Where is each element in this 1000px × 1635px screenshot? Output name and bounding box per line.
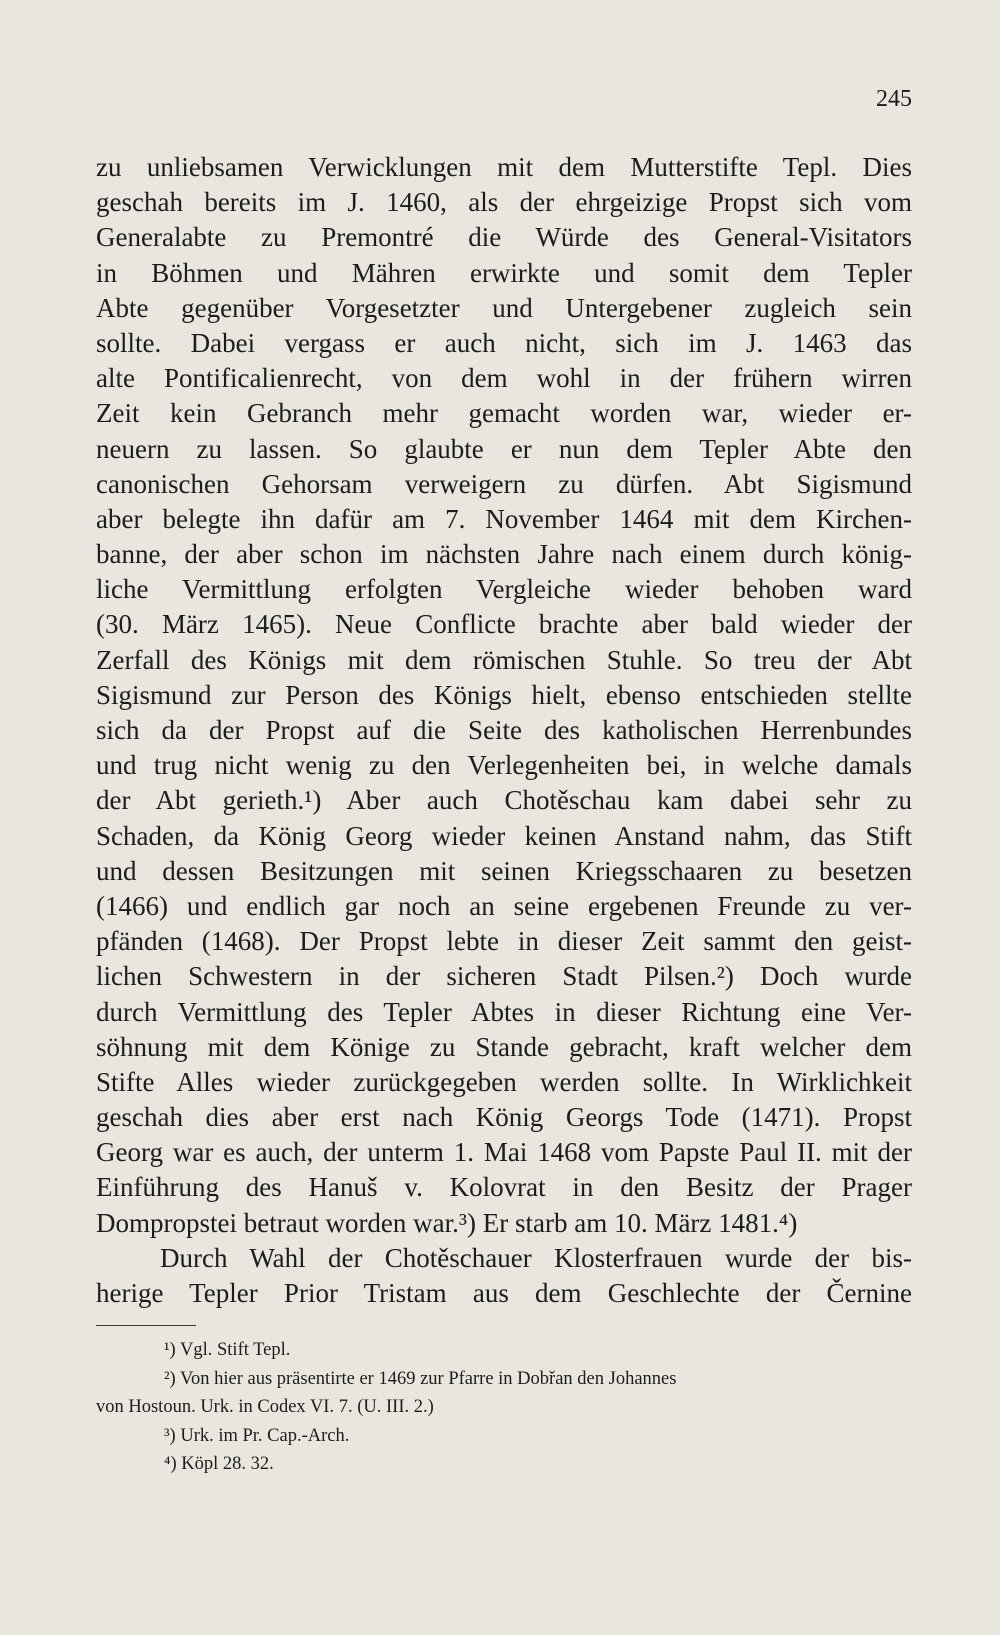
text-line: Zerfall des Königs mit dem römischen Stuhle. So treu der Abt	[96, 644, 912, 675]
text-line: alte Pontificalienrecht, von dem wohl in der frühern wirren	[96, 363, 912, 394]
text-line: sich da der Propst auf die Seite des katholischen Herrenbundes	[96, 715, 912, 745]
text-line: Durch Wahl der Chotěschauer Klosterfrauen wurde der bis-	[160, 1242, 912, 1273]
text-line: pfänden (1468). Der Propst lebte in dieser Zeit sammt den geist-	[96, 926, 912, 957]
text-line: der Abt gerieth.¹) Aber auch Chotěschau kam dabei sehr zu	[96, 785, 912, 816]
text-line: geschah bereits im J. 1460, als der ehrgeizige Propst sich vom	[96, 187, 912, 218]
text-line: sollte. Dabei vergass er auch nicht, sich im J. 1463 das	[96, 327, 912, 358]
text-line: Abte gegenüber Vorgesetzter und Untergebener zugleich sein	[96, 292, 912, 323]
text-line: und dessen Besitzungen mit seinen Kriegsschaaren zu besetzen	[96, 855, 912, 886]
text-line: Stifte Alles wieder zurückgegeben werden sollte. In Wirklichkeit	[96, 1066, 912, 1097]
text-line: herige Tepler Prior Tristam aus dem Geschlechte der Černine	[96, 1278, 912, 1308]
text-line: (1466) und endlich gar noch an seine ergebenen Freunde zu ver-	[96, 890, 912, 921]
text-line: geschah dies aber erst nach König Georgs Tode (1471). Propst	[96, 1102, 912, 1133]
text-line: canonischen Gehorsam verweigern zu dürfen. Abt Sigismund	[96, 468, 912, 499]
text-line: Zeit kein Gebranch mehr gemacht worden war, wieder er-	[96, 398, 912, 429]
footnote: ⁴) Köpl 28. 32.	[164, 1454, 274, 1474]
body-text	[96, 150, 912, 1311]
text-line: Generalabte zu Premontré die Würde des General-Visitators	[96, 222, 912, 253]
footnote: ¹) Vgl. Stift Tepl.	[164, 1340, 291, 1360]
footnote: ³) Urk. im Pr. Cap.-Arch.	[164, 1425, 350, 1446]
footnotes	[96, 1336, 912, 1479]
footnote-continuation: von Hostoun. Urk. in Codex VI. 7. (U. III. 2.)	[96, 1397, 434, 1417]
text-line: Schaden, da König Georg wieder keinen Anstand nahm, das Stift	[96, 820, 912, 851]
footnote: ²) Von hier aus präsentirte er 1469 zur Pfarre in Dobřan den Johannes	[164, 1368, 677, 1389]
text-line: in Böhmen und Mähren erwirkte und somit dem Tepler	[96, 257, 912, 288]
text-line: Georg war es auch, der unterm 1. Mai 1468 vom Papste Paul II. mit der	[96, 1137, 912, 1168]
text-line: liche Vermittlung erfolgten Vergleiche wieder behoben ward	[96, 574, 912, 605]
text-line: durch Vermittlung des Tepler Abtes in dieser Richtung eine Ver-	[96, 996, 912, 1027]
text-line: Sigismund zur Person des Königs hielt, ebenso entschieden stellte	[96, 679, 912, 710]
text-line: zu unliebsamen Verwicklungen mit dem Mutterstifte Tepl. Dies	[96, 152, 912, 182]
text-line: söhnung mit dem Könige zu Stande gebracht, kraft welcher dem	[96, 1031, 912, 1062]
text-line: und trug nicht wenig zu den Verlegenheiten bei, in welche damals	[96, 750, 912, 781]
text-line: lichen Schwestern in der sicheren Stadt Pilsen.²) Doch wurde	[96, 961, 912, 992]
page-number: 245	[876, 86, 912, 112]
text-line: banne, der aber schon im nächsten Jahre nach einem durch könig-	[96, 539, 912, 570]
text-line: (30. März 1465). Neue Conflicte brachte aber bald wieder der	[96, 609, 912, 640]
footnote-divider	[96, 1325, 196, 1326]
text-line: neuern zu lassen. So glaubte er nun dem Tepler Abte den	[96, 433, 912, 464]
text-line: Einführung des Hanuš v. Kolovrat in den Besitz der Prager	[96, 1172, 912, 1203]
text-line: Dompropstei betraut worden war.³) Er starb am 10. März 1481.⁴)	[96, 1207, 798, 1238]
text-line: aber belegte ihn dafür am 7. November 1464 mit dem Kirchen-	[96, 503, 912, 534]
